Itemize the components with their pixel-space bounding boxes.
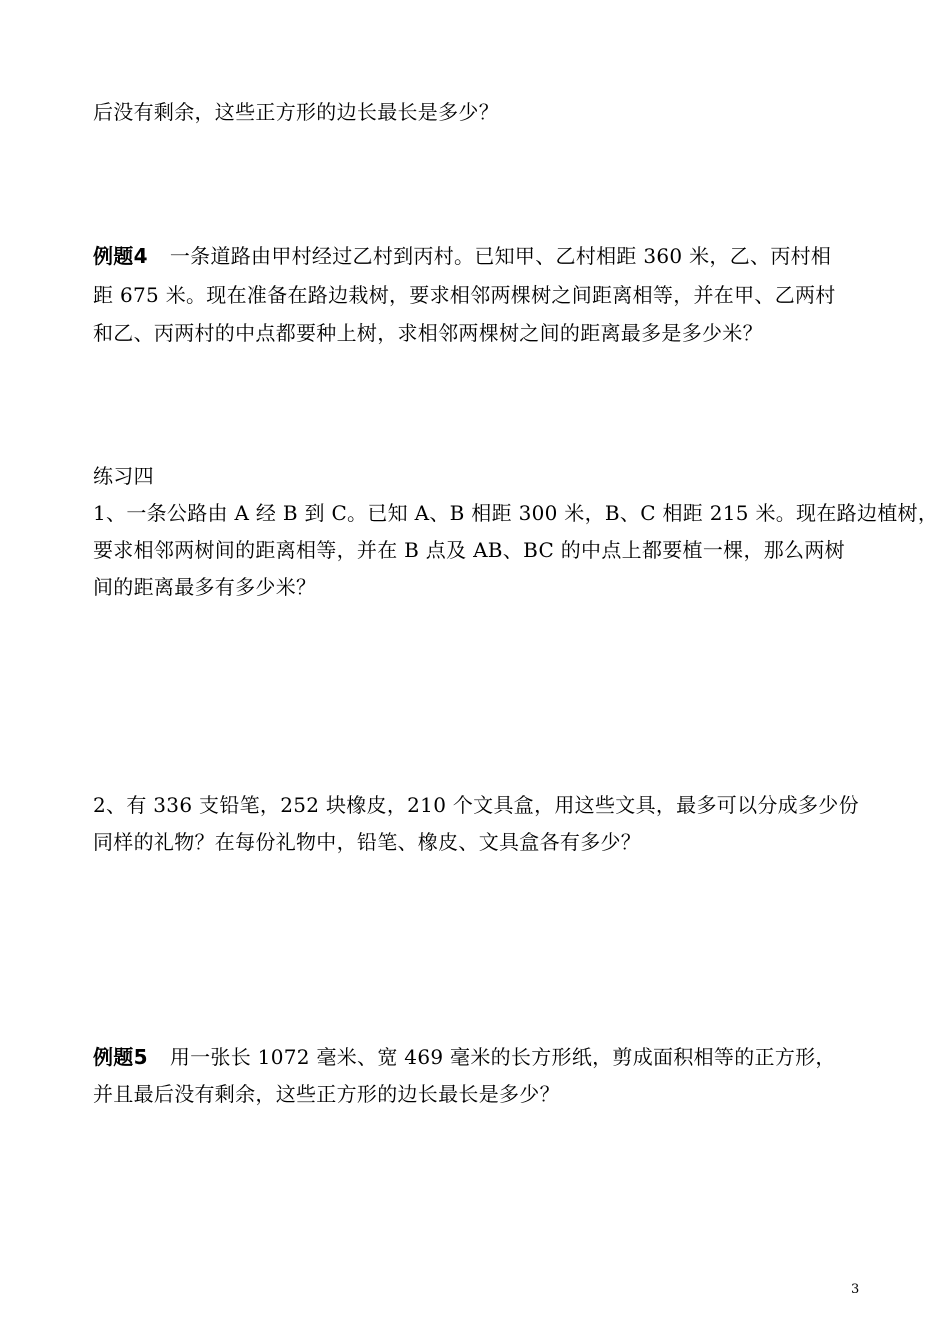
example-4-line-2: 距 675 米。现在准备在路边栽树，要求相邻两棵树之间距离相等，并在甲、乙两村 <box>93 283 836 307</box>
question-1-line-2: 要求相邻两树间的距离相等，并在 B 点及 AB、BC 的中点上都要植一棵，那么两树 <box>93 538 845 562</box>
question-1-line-1: 1、一条公路由 A 经 B 到 C。已知 A、B 相距 300 米，B、C 相距 215 米。现在路边植树， <box>93 501 939 525</box>
example-5-line-1 <box>93 1042 836 1072</box>
example-4-label: 例题4 <box>93 244 148 268</box>
example-5-text-1: 用一张长 1072 毫米、宽 469 毫米的长方形纸，剪成面积相等的正方形， <box>169 1045 836 1069</box>
example-5-label: 例题5 <box>93 1045 148 1069</box>
continuation-line: 后没有剩余，这些正方形的边长最长是多少？ <box>93 100 499 124</box>
question-1-line-3: 间的距离最多有多少米？ <box>93 575 317 599</box>
question-2-line-2: 同样的礼物？在每份礼物中，铅笔、橡皮、文具盒各有多少？ <box>93 830 642 854</box>
practice-4-title: 练习四 <box>93 464 154 488</box>
example-4-line-3: 和乙、丙两村的中点都要种上树，求相邻两棵树之间的距离最多是多少米？ <box>93 321 763 345</box>
question-2-line-1: 2、有 336 支铅笔，252 块橡皮，210 个文具盒，用这些文具，最多可以分成多少份 <box>93 793 859 817</box>
example-4-line-1 <box>93 241 831 271</box>
example-4-text-1: 一条道路由甲村经过乙村到丙村。已知甲、乙村相距 360 米，乙、丙村相 <box>169 244 832 268</box>
page-number: 3 <box>851 1282 860 1297</box>
example-5-line-2: 并且最后没有剩余，这些正方形的边长最长是多少？ <box>93 1082 560 1106</box>
